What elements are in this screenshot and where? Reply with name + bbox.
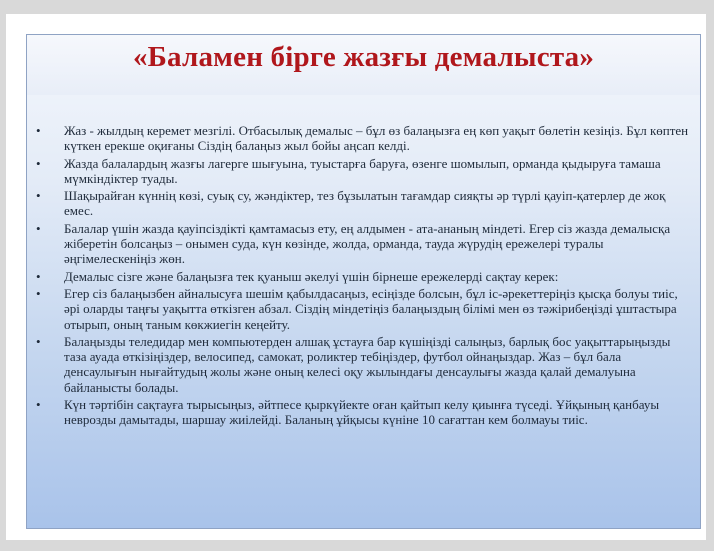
bullet-text: Балалар үшін жазда қауіпсіздікті қамтамасыз ету, ең алдымен - ата-ананың міндеті. Егер сіз жазда демалысқа жіберетін болсаңыз – онымен суда, күн көзінде, жолда, орманда, тауда жүрудің ережелері туралы әңгімелескеніңіз жөн.: [64, 220, 671, 267]
bullet-list: [27, 123, 700, 428]
title-band: [27, 35, 700, 95]
bullet-item: [27, 188, 700, 219]
bullet-text: Демалыс сізге және балаңызға тек қуаныш әкелуі үшін бірнеше ережелерді сақтау керек:: [64, 268, 559, 284]
bullet-item: [27, 286, 700, 332]
bullet-item: [27, 123, 700, 154]
bullet-marker: •: [36, 397, 41, 413]
bullet-item: [27, 334, 700, 395]
slide-frame: [6, 14, 706, 540]
bullet-marker: •: [36, 155, 41, 171]
bullet-marker: •: [36, 188, 41, 204]
bullet-text: Балаңызды теледидар мен компьютерден алшақ ұстауға бар күшіңізді салыңыз, барлық бос уақыттарыңызды таза ауада өткізіңіздер, велосипед, самокат, роликтер тебіңіздер, футбол ойнаңыздар. Жаз – бұл бала денсаулығын нығайтудың жолы және оның келесі оқу жылындағы денсаулығы жазда қалай демалуына байланысты болады.: [64, 333, 671, 395]
bullet-item: [27, 221, 700, 267]
bullet-text: Жаз - жылдың керемет мезгілі. Отбасылық демалыс – бұл өз балаңызға ең көп уақыт бөлетін кезіңіз. Бұл көптен күткен ерекше оқиғаны Сіздің балаңыз жыл бойы аңсап келді.: [64, 123, 689, 154]
bullet-marker: •: [36, 285, 41, 301]
slide-content: [27, 123, 700, 430]
bullet-text: Шақырайған күннің көзі, суық су, жәндіктер, тез бұзылатын тағамдар сияқты әр түрлі қауіп-қатерлер де жоқ емес.: [64, 188, 666, 219]
bullet-marker: •: [36, 123, 41, 138]
bullet-text: Күн тәртібін сақтауға тырысыңыз, әйтпесе қыркүйекте оған қайтып келу қиынға түседі. Ұйқының қанбауы неврозды дамытады, шаршау жиілейді. Баланың ұйқысы күніне 10 сағаттан кем болмауы тиіс.: [64, 397, 660, 428]
slide-title: «Баламен бірге жазғы демалыста»: [132, 41, 595, 73]
bullet-marker: •: [36, 220, 41, 236]
bullet-text: Егер сіз балаңызбен айналысуға шешім қабылдасаңыз, есіңізде болсын, бұл іс-әрекеттеріңіз қысқа болуы тиіс, әрі оларды таңғы уақытта өткізген абзал. Сіздің міндетіңіз балаңыздың білімі мен өз тәжірибеңізді ұштастыра отырып, оның таным көкжиегін кеңейту.: [64, 285, 678, 332]
bullet-item: [27, 269, 700, 284]
bullet-marker: •: [36, 333, 41, 349]
slide: [26, 34, 701, 529]
bullet-text: Жазда балалардың жазғы лагерге шығуына, туыстарға баруға, өзенге шомылып, орманда қыдыруға тамаша мүмкіндіктер туады.: [64, 155, 661, 186]
bullet-item: [27, 156, 700, 187]
bullet-item: [27, 397, 700, 428]
bullet-marker: •: [36, 268, 41, 284]
